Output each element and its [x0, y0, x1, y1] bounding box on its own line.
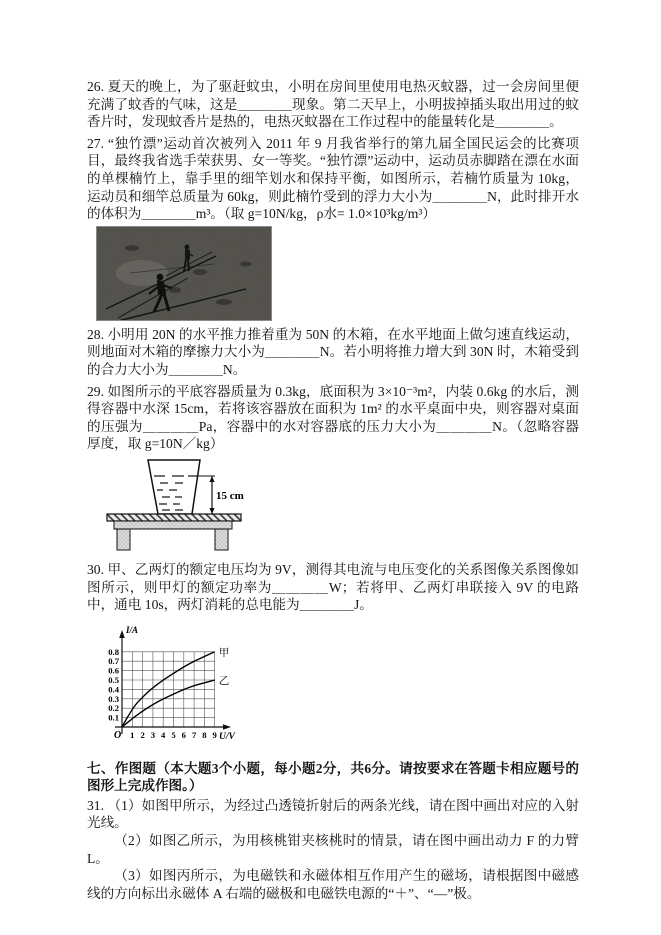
y-tick-label: 0.7	[108, 655, 119, 666]
y-tick-label: 0.8	[108, 646, 119, 657]
x-axis-arrow	[223, 724, 231, 730]
question-29: 29. 如图所示的平底容器质量为 0.3kg，底面积为 3×10⁻³m²，内装 0.6kg 的水后，测得容器中水深 15cm，若将该容器放在面积为 1m² 的水平桌面中央，则容器对桌面的压强为＿＿＿＿Pa，容器中的水对容器底的压力大小为＿＿＿＿N。（忽略容器厚度，取 g=10N／kg）	[87, 383, 579, 452]
y-tick-label: 0.1	[108, 712, 119, 723]
y-tick-label: 0.3	[108, 693, 119, 704]
container-diagram	[105, 457, 255, 554]
beaker-outline	[148, 460, 200, 514]
y-tick-label: 0.2	[108, 702, 119, 713]
question-31-part3: （3）如图丙所示，为电磁铁和永磁体相互作用产生的磁场，请根据图中磁感线的方向标出永磁体 A 右端的磁极和电磁铁电源的“＋”、“—”极。	[87, 868, 579, 901]
question-27: 27. “独竹漂”运动首次被列入 2011 年 9 月我省举行的第九届全国民运会的比赛项目，最终我省选手荣获男、女一等奖。“独竹漂”运动中，运动员赤脚踏在漂在水面的单棵楠竹上，靠手里的细竿划水和保持平衡，如图所示，若楠竹质量为 10kg，运动员和细竿总质量为 60kg，则此楠竹受到的浮力大小为＿＿＿＿N，此时排开水的体积为＿＿＿＿m³。（取 g=10N/kg，ρ水= 1.0×10³kg/m³）	[87, 135, 579, 222]
x-tick-label: 5	[171, 729, 176, 740]
x-tick-label: 6	[181, 729, 186, 740]
x-tick-label: 9	[212, 729, 217, 740]
y-axis-label: I/A	[126, 624, 139, 635]
table-apron	[114, 521, 232, 529]
dimension-label: 15 cm	[216, 489, 244, 502]
question-26: 26. 夏天的晚上，为了驱赶蚊虫，小明在房间里使用电热灭蚊器，过一会房间里便充满了蚊香的气味，这是＿＿＿＿现象。第二天早上，小明拔掉插头取出用过的蚊香片时，发现蚊香片是热的，电热灭蚊器在工作过程中的能量转化是＿＿＿＿。	[87, 79, 579, 130]
question-31-part1: 31. （1）如图甲所示，为经过凸透镜折射后的两条光线，请在图中画出对应的入射光线。	[87, 797, 579, 831]
x-axis-label: U/V	[219, 731, 235, 742]
origin-label: O	[114, 729, 122, 741]
x-tick-label: 2	[140, 729, 145, 740]
question-30: 30. 甲、乙两灯的额定电压均为 9V，测得其电流与电压变化的关系图像关系图像如图所示，则甲灯的额定功率为＿＿＿＿W；若将甲、乙两灯串联接入 9V 的电路中，通电 10s，两灯消耗的总电能为＿＿＿＿J。	[87, 561, 579, 613]
question-31-part2: （2）如图乙所示，为用核桃钳夹核桃时的情景，请在图中画出动力 F 的力臂 L。	[87, 833, 579, 866]
table-top-hatched	[107, 514, 241, 521]
question-28: 28. 小明用 20N 的水平推力推着重为 50N 的木箱，在水平地面上做匀速直线运动，则地面对木箱的摩擦力大小为＿＿＿＿N。若小明将推力增大到 30N 时，木箱受到的合力大小为＿＿＿＿N。	[87, 326, 579, 377]
section-7-title: 七、作图题（本大题3个小题，每小题2分，共6分。请按要求在答题卡相应题号的图形上完成作图。）	[87, 760, 579, 794]
figure-container-on-table	[105, 457, 579, 554]
x-tick-label: 1	[130, 729, 135, 740]
table-leg-left	[117, 529, 130, 550]
y-tick-label: 0.4	[108, 684, 119, 695]
y-axis-arrow	[119, 630, 125, 638]
y-tick-label: 0.6	[108, 665, 119, 676]
table-leg-right	[215, 529, 228, 550]
iv-graph	[98, 619, 293, 754]
series-label-0: 甲	[218, 647, 230, 659]
figure-iv-graph	[98, 619, 579, 754]
series-label-1: 乙	[218, 675, 230, 687]
x-tick-label: 7	[191, 729, 197, 740]
x-tick-label: 3	[150, 729, 156, 740]
photo-grain-overlay	[96, 226, 272, 321]
x-tick-label: 4	[161, 729, 166, 740]
x-tick-label: 8	[202, 729, 207, 740]
y-tick-label: 0.5	[108, 674, 119, 685]
duzhupiao-photo-image	[96, 226, 272, 321]
figure-duzhupiao-photo	[96, 226, 579, 321]
